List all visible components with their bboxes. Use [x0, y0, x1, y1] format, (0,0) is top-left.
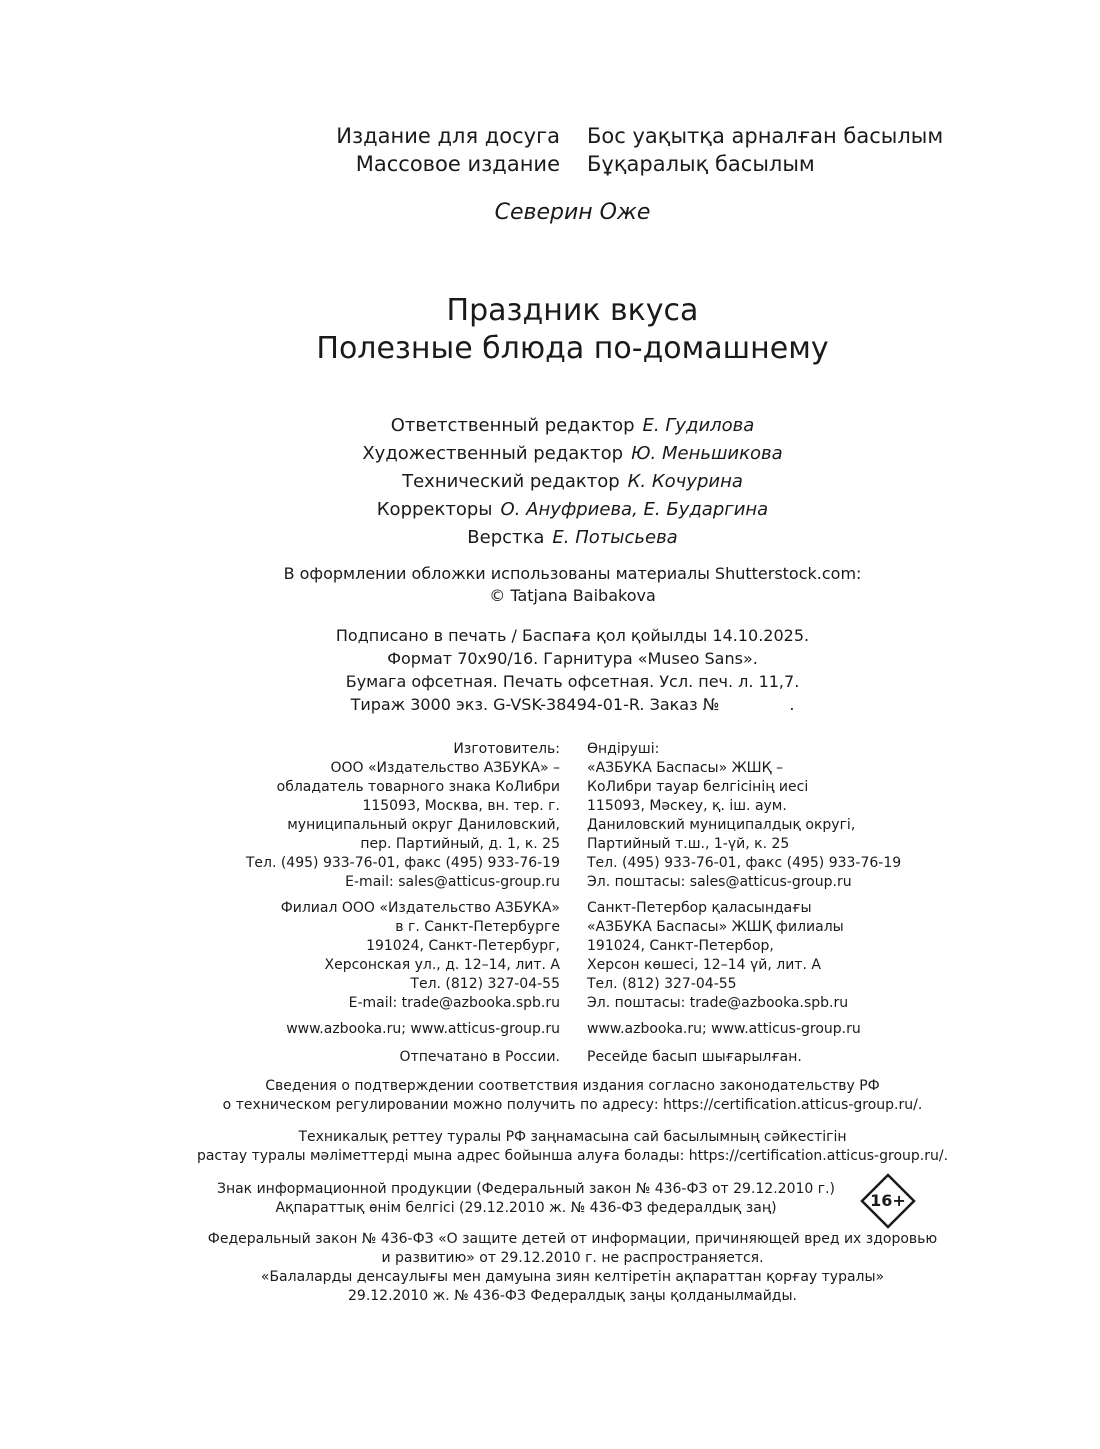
- manufacturer-ru: [150, 740, 560, 892]
- info-sign: [200, 1180, 852, 1218]
- federal-law-line: и развитию» от 29.12.2010 г. не распространяется.: [381, 1250, 764, 1266]
- manufacturer-kz-line: Партийный т.ш., 1-үй, к. 25: [587, 836, 790, 852]
- manufacturer-ru-line: пер. Партийный, д. 1, к. 25: [360, 836, 560, 852]
- credit-role: Верстка: [467, 527, 545, 548]
- credit-name: Е. Гудилова: [642, 415, 755, 436]
- credit-role: Ответственный редактор: [390, 415, 635, 436]
- branch-kz: [587, 899, 1017, 1013]
- printed-in-ru: Отпечатано в России.: [399, 1049, 560, 1065]
- certification-ru: [0, 1077, 1100, 1115]
- branch-kz-line: Санкт-Петербор қаласындағы: [587, 900, 812, 916]
- print-order-end: .: [789, 695, 795, 714]
- branch-ru-line: 191024, Санкт-Петербург,: [366, 938, 560, 954]
- manufacturer-ru-line: ООО «Издательство АЗБУКА» –: [330, 760, 560, 776]
- manufacturer-ru-line: Изготовитель:: [453, 741, 560, 757]
- branch-ru: [150, 899, 560, 1013]
- manufacturer-kz-line: Даниловский муниципалдық округі,: [587, 817, 856, 833]
- book-title-line: Праздник вкуса: [446, 293, 699, 328]
- web-links-ru: www.azbooka.ru; www.atticus-group.ru: [286, 1021, 560, 1037]
- cover-credit-line: В оформлении обложки использованы материалы Shutterstock.com:: [283, 564, 862, 583]
- cover-credits: [0, 563, 1100, 607]
- branch-ru-line: Филиал ООО «Издательство АЗБУКА»: [280, 900, 560, 916]
- print-info-line: Бумага офсетная. Печать офсетная. Усл. печ. л. 11,7.: [345, 672, 800, 691]
- print-order-text: Тираж 3000 экз. G-VSK-38494-01-R. Заказ №: [350, 695, 720, 714]
- credit-name: Ю. Меньшикова: [631, 443, 783, 464]
- credit-row: [0, 496, 1100, 524]
- branch-kz-line: Херсон көшесі, 12–14 үй, лит. А: [587, 957, 821, 973]
- credits: [0, 412, 1100, 552]
- branch-kz-line: «АЗБУКА Баспасы» ЖШҚ филиалы: [587, 919, 844, 935]
- certification-ru-line: Сведения о подтверждении соответствия издания согласно законодательству РФ: [265, 1078, 880, 1094]
- header-kz-line: Бос уақытқа арналған басылым: [587, 124, 944, 148]
- certification-kz: [0, 1128, 1100, 1166]
- header-kz: [587, 122, 1007, 178]
- book-title-line: Полезные блюда по-домашнему: [316, 331, 829, 366]
- branch-kz-line: 191024, Санкт-Петербор,: [587, 938, 774, 954]
- info-sign-line: Ақпараттық өнім белгісі (29.12.2010 ж. № 436-ФЗ федералдық заң): [275, 1200, 777, 1216]
- branch-kz-line: Тел. (812) 327-04-55: [587, 976, 737, 992]
- header-ru-line: Массовое издание: [355, 152, 560, 176]
- book-title: [0, 292, 1100, 368]
- credit-row: [0, 440, 1100, 468]
- print-info: [0, 624, 1100, 716]
- credit-row: [0, 524, 1100, 552]
- manufacturer-ru-line: E-mail: sales@atticus-group.ru: [345, 874, 560, 890]
- credit-name: К. Кочурина: [627, 471, 743, 492]
- credit-name: О. Ануфриева, Е. Бударгина: [500, 499, 769, 520]
- branch-ru-line: Тел. (812) 327-04-55: [410, 976, 560, 992]
- branch-ru-line: Херсонская ул., д. 12–14, лит. А: [324, 957, 560, 973]
- credit-role: Технический редактор: [402, 471, 620, 492]
- manufacturer-ru-line: муниципальный округ Даниловский,: [287, 817, 560, 833]
- credit-name: Е. Потысьева: [552, 527, 678, 548]
- web-links-kz: www.azbooka.ru; www.atticus-group.ru: [587, 1021, 861, 1037]
- printed-in-kz: Ресейде басып шығарылған.: [587, 1049, 802, 1065]
- manufacturer-ru-line: 115093, Москва, вн. тер. г.: [362, 798, 560, 814]
- author-name: Северин Оже: [494, 200, 651, 225]
- federal-law-line: «Балаларды денсаулығы мен дамуына зиян келтіретін ақпараттан қорғау туралы»: [260, 1269, 885, 1285]
- print-info-line: Подписано в печать / Баспаға қол қойылды 14.10.2025.: [335, 626, 810, 645]
- header-kz-line: Бұқаралық басылым: [587, 152, 815, 176]
- credit-row: [0, 468, 1100, 496]
- age-rating-text: 16+: [870, 1191, 906, 1210]
- branch-kz-line: Эл. поштасы: trade@azbooka.spb.ru: [587, 995, 849, 1011]
- federal-law-notice: [0, 1230, 1100, 1306]
- manufacturer-ru-line: обладатель товарного знака КоЛибри: [276, 779, 560, 795]
- manufacturer-kz-line: «АЗБУКА Баспасы» ЖШҚ –: [587, 760, 784, 776]
- manufacturer-kz-line: КоЛибри тауар белгісінің иесі: [587, 779, 809, 795]
- print-info-line: Формат 70x90/16. Гарнитура «Museo Sans».: [387, 649, 758, 668]
- manufacturer-kz-line: 115093, Мәскеу, қ. іш. аум.: [587, 798, 787, 814]
- credit-role: Корректоры: [376, 499, 493, 520]
- certification-kz-line: растау туралы мәліметтерді мына адрес бойынша алуға болады: https://certification.atticus-group.ru/.: [196, 1148, 949, 1164]
- federal-law-line: 29.12.2010 ж. № 436-ФЗ Федералдық заңы қолданылмайды.: [348, 1288, 797, 1304]
- header-ru: [200, 122, 560, 178]
- header-ru-line: Издание для досуга: [336, 124, 560, 148]
- branch-ru-line: E-mail: trade@azbooka.spb.ru: [348, 995, 560, 1011]
- manufacturer-kz-line: Эл. поштасы: sales@atticus-group.ru: [587, 874, 852, 890]
- manufacturer-kz-line: Тел. (495) 933-76-01, факс (495) 933-76-19: [587, 855, 902, 871]
- info-sign-line: Знак информационной продукции (Федеральный закон № 436-ФЗ от 29.12.2010 г.): [216, 1181, 836, 1197]
- cover-credit-line: © Tatjana Baibakova: [489, 586, 656, 605]
- credit-role: Художественный редактор: [362, 443, 624, 464]
- manufacturer-kz-line: Өндіруші:: [587, 741, 660, 757]
- certification-kz-line: Техникалық реттеу туралы РФ заңнамасына сай басылымның сәйкестігін: [298, 1129, 847, 1145]
- print-info-line: [0, 693, 1100, 716]
- federal-law-line: Федеральный закон № 436-ФЗ «О защите детей от информации, причиняющей вред их здоровью: [207, 1231, 938, 1247]
- manufacturer-ru-line: Тел. (495) 933-76-01, факс (495) 933-76-19: [245, 855, 560, 871]
- credit-row: [0, 412, 1100, 440]
- age-rating-badge: [860, 1173, 916, 1229]
- branch-ru-line: в г. Санкт-Петербурге: [395, 919, 560, 935]
- manufacturer-kz: [587, 740, 1017, 892]
- certification-ru-line: о техническом регулировании можно получить по адресу: https://certification.atticus-group.ru/.: [222, 1097, 923, 1113]
